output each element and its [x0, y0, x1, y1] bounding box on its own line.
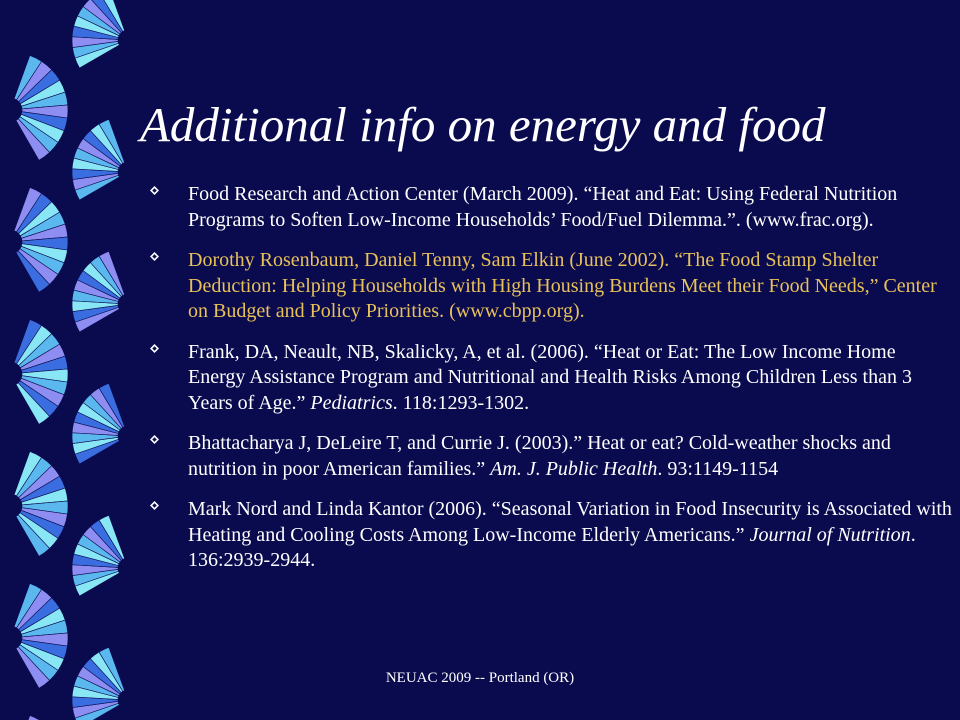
fan-segment-group [14, 187, 68, 292]
slide-footer: NEUAC 2009 -- Portland (OR) [385, 670, 575, 686]
bullet-item-frank [150, 340, 955, 417]
fan-segment-group [72, 383, 125, 464]
bullet-text: Bhattacharya J, DeLeire T, and Currie J. (2003).” Heat or eat? Cold-weather shocks and nutrition in poor American families.” [188, 432, 891, 480]
fan-segment-group [72, 251, 125, 332]
fan-segment-group [72, 515, 125, 596]
citation-details: . 93:1149-1154 [657, 457, 779, 480]
journal-name: Journal of Nutrition [749, 523, 911, 546]
bullet-item-nord [150, 497, 955, 574]
bullet-text: Frank, DA, Neault, NB, Skalicky, A, et al. (2006). “Heat or Eat: The Low Income Home Energy Assistance Program and Nutritional and Health Risks Among Children Less than 3 Years of Age.” [188, 340, 912, 414]
bullet-item-bhattacharya [150, 431, 955, 482]
journal-name: Am. J. Public Health [490, 457, 658, 480]
citation-details: . 136:2939-2944. [188, 523, 916, 571]
journal-name: Pediatrics [310, 391, 393, 414]
bullet-list [150, 182, 955, 589]
fan-segment-group [14, 319, 68, 424]
fan-segment [14, 715, 41, 720]
slide-title: Additional info on energy and food [140, 97, 826, 152]
bullet-item-frac [150, 182, 955, 233]
bullet-text: Food Research and Action Center (March 2009). “Heat and Eat: Using Federal Nutrition Programs to Soften Low-Income Households’ Food/Fuel Dilemma.”. (www.frac.org). [188, 183, 898, 231]
bullet-text: Dorothy Rosenbaum, Daniel Tenny, Sam Elkin (June 2002). “The Food Stamp Shelter Deduction: Helping Households with High Housing Burdens Meet their Food Needs,” Center on Budget and Policy Priorities. (www.cbpp.org). [188, 249, 937, 322]
fan-segment-group [14, 715, 68, 720]
diamond-bullet-icon [150, 186, 159, 195]
fan-segment-group [14, 451, 68, 556]
bullet-text: Mark Nord and Linda Kantor (2006). “Seasonal Variation in Food Insecurity is Associated with Heating and Cooling Costs Among Low-Income Elderly Americans.” [188, 498, 952, 546]
diamond-bullet-icon [150, 252, 159, 261]
citation-details: . 118:1293-1302. [392, 391, 530, 414]
fan-segment-group [72, 119, 125, 200]
diamond-bullet-icon [150, 435, 159, 444]
fan-segment-group [14, 55, 68, 160]
diamond-bullet-icon [150, 344, 159, 353]
bullet-item-cbpp [150, 248, 955, 325]
diamond-bullet-icon [150, 501, 159, 510]
fan-spiral-decoration [0, 0, 130, 720]
fan-segment-group [72, 0, 125, 68]
